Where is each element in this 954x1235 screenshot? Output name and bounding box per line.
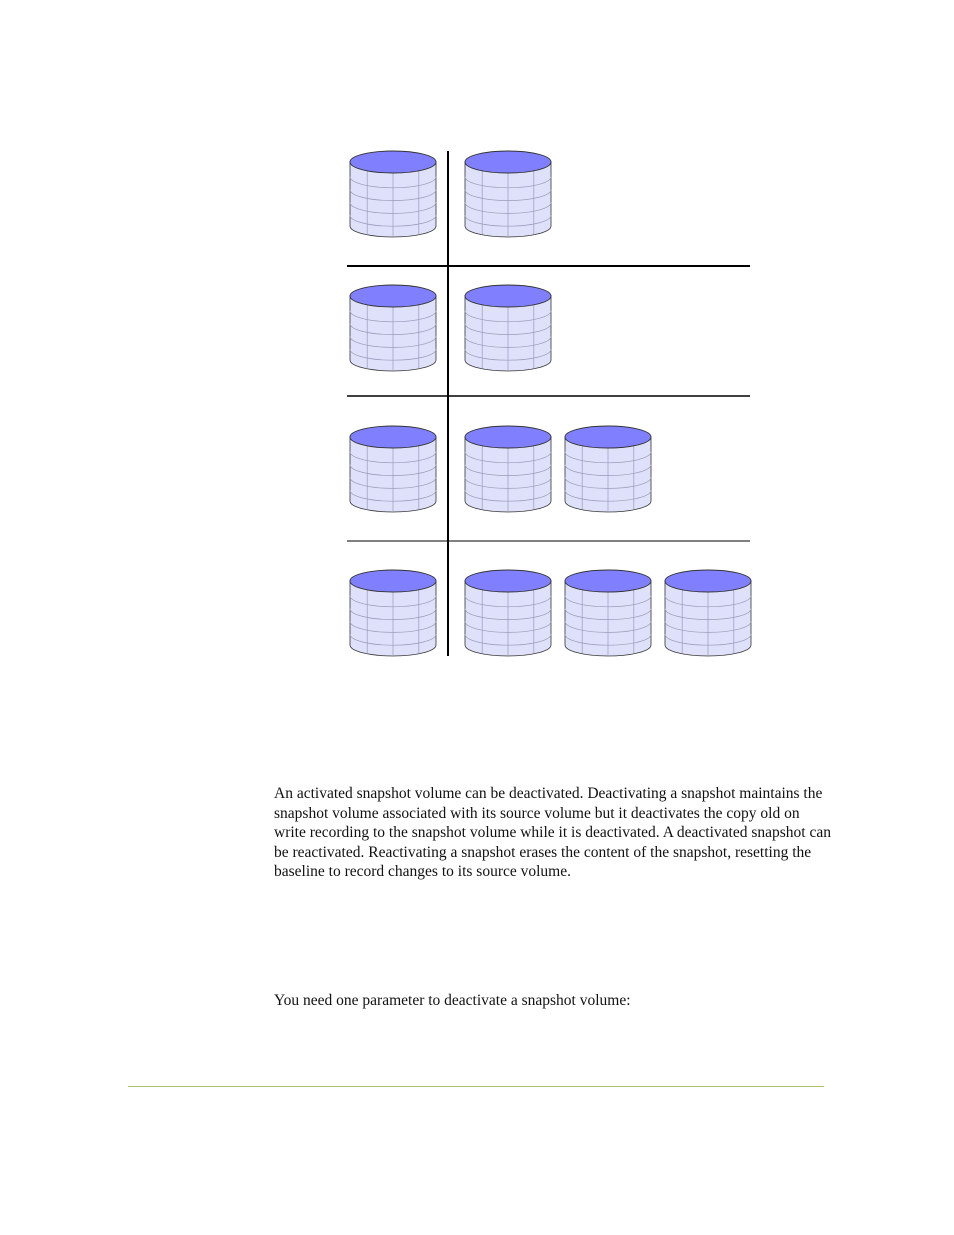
snapshot-volume-icon-row-2-1	[465, 285, 551, 371]
body-paragraph-parameter: You need one parameter to deactivate a snapshot volume:	[274, 992, 631, 1009]
source-volume-icon-row-3	[350, 426, 436, 512]
snapshot-volume-icon-row-4-2	[565, 570, 651, 656]
snapshot-volume-icon-row-3-1	[465, 426, 551, 512]
snapshot-volume-icon-row-4-3	[665, 570, 751, 656]
source-volume-icon-row-2	[350, 285, 436, 371]
footer-rule	[128, 1086, 824, 1087]
snapshot-volume-icon-row-3-2	[565, 426, 651, 512]
source-volume-icon-row-1	[350, 151, 436, 237]
snapshot-volume-icon-row-1-1	[465, 151, 551, 237]
snapshot-volume-icon-row-4-1	[465, 570, 551, 656]
body-paragraph-deactivate: An activated snapshot volume can be deactivated. Deactivating a snapshot maintains the snapshot volume associated with its source volume but it deactivates the copy old on write recording to the snapshot volume while it is deactivated. A deactivated snapshot can be reactivated. Reactivating a snapshot erases the content of the snapshot, resetting the baseline to record changes to its source volume.	[274, 785, 831, 880]
source-volume-icon-row-4	[350, 570, 436, 656]
